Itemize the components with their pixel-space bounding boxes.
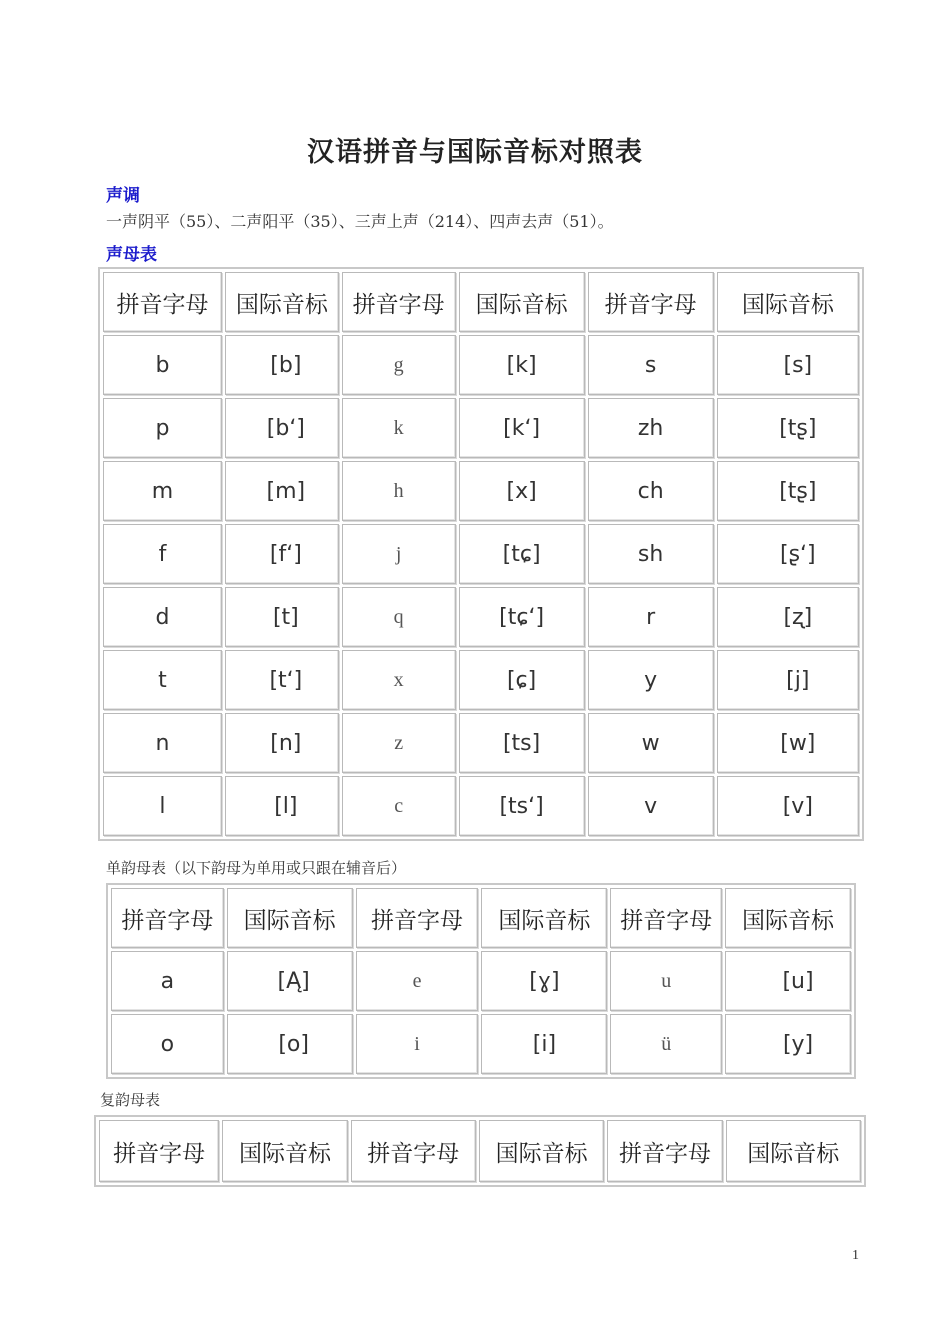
- initials-heading: 声母表: [106, 245, 157, 265]
- cell-text: j: [395, 542, 402, 565]
- table-row: [103, 587, 859, 647]
- column-header: 拼音字母: [351, 1120, 476, 1182]
- cell-text: x: [393, 668, 404, 691]
- table-row: [103, 776, 859, 836]
- ipa-cell: [481, 1014, 607, 1074]
- ipa-cell: [225, 398, 339, 458]
- pinyin-cell: [342, 398, 456, 458]
- column-header: 拼音字母: [610, 888, 722, 948]
- column-header: 国际音标: [479, 1120, 604, 1182]
- cell-text: [l]: [274, 793, 298, 819]
- cell-text: sh: [637, 541, 664, 567]
- ipa-cell: [725, 1014, 851, 1074]
- cell-text: ü: [661, 1032, 672, 1055]
- cell-text: zh: [637, 415, 664, 441]
- column-header: 拼音字母: [103, 272, 222, 332]
- pinyin-cell: [588, 713, 714, 773]
- ipa-cell: [225, 776, 339, 836]
- ipa-cell: [459, 524, 585, 584]
- cell-text: [kʻ]: [503, 415, 541, 441]
- ipa-cell: [225, 524, 339, 584]
- column-header: 国际音标: [481, 888, 607, 948]
- table-header-row: [103, 272, 859, 332]
- pinyin-cell: [588, 398, 714, 458]
- cell-text: [i]: [532, 1031, 557, 1057]
- cell-text: [n]: [270, 730, 302, 756]
- pinyin-cell: [103, 650, 222, 710]
- ipa-cell: [459, 587, 585, 647]
- ipa-cell: [227, 951, 353, 1011]
- ipa-cell: [459, 713, 585, 773]
- ipa-cell: [481, 951, 607, 1011]
- tones-description: 一声阴平（55）、二声阳平（35）、三声上声（214）、四声去声（51）。: [106, 212, 614, 231]
- table-row: [103, 524, 859, 584]
- pinyin-cell: [610, 1014, 722, 1074]
- cell-text: [ʂʻ]: [780, 541, 816, 567]
- cell-text: [w]: [780, 730, 816, 756]
- column-header: 拼音字母: [342, 272, 456, 332]
- pinyin-cell: [342, 650, 456, 710]
- cell-text: v: [644, 793, 658, 819]
- compound-finals-table: [94, 1115, 866, 1187]
- page-title: 汉语拼音与国际音标对照表: [307, 137, 643, 168]
- table-row: [103, 461, 859, 521]
- ipa-cell: [717, 524, 859, 584]
- ipa-cell: [459, 650, 585, 710]
- cell-text: e: [412, 969, 422, 992]
- column-header: 国际音标: [717, 272, 859, 332]
- simple-finals-heading: 单韵母表（以下韵母为单用或只跟在辅音后）: [106, 859, 407, 877]
- pinyin-cell: [588, 461, 714, 521]
- pinyin-cell: [588, 776, 714, 836]
- ipa-cell: [459, 776, 585, 836]
- ipa-cell: [717, 713, 859, 773]
- cell-text: [tʻ]: [269, 667, 303, 693]
- pinyin-cell: [111, 1014, 224, 1074]
- pinyin-cell: [610, 951, 722, 1011]
- cell-text: [tɕʻ]: [499, 604, 545, 630]
- cell-text: [u]: [782, 968, 814, 994]
- cell-text: [tʂ]: [779, 415, 817, 441]
- cell-text: g: [393, 353, 404, 376]
- cell-text: y: [644, 667, 658, 693]
- cell-text: [y]: [782, 1031, 814, 1057]
- cell-text: b: [155, 352, 170, 378]
- cell-text: [b]: [270, 352, 302, 378]
- column-header: 拼音字母: [111, 888, 224, 948]
- cell-text: m: [151, 478, 174, 504]
- pinyin-cell: [342, 335, 456, 395]
- cell-text: [tɕ]: [502, 541, 541, 567]
- pinyin-cell: [103, 335, 222, 395]
- cell-text: h: [393, 479, 404, 502]
- pinyin-cell: [588, 587, 714, 647]
- cell-text: q: [393, 605, 404, 628]
- pinyin-cell: [103, 776, 222, 836]
- ipa-cell: [225, 461, 339, 521]
- cell-text: z: [394, 731, 404, 754]
- column-header: 国际音标: [227, 888, 353, 948]
- table-row: [103, 650, 859, 710]
- ipa-cell: [459, 398, 585, 458]
- pinyin-cell: [103, 587, 222, 647]
- table-row: [103, 713, 859, 773]
- pinyin-cell: [356, 951, 479, 1011]
- cell-text: [bʻ]: [266, 415, 305, 441]
- compound-finals-heading: 复韵母表: [100, 1091, 161, 1109]
- pinyin-cell: [356, 1014, 479, 1074]
- pinyin-cell: [342, 524, 456, 584]
- cell-text: [tʂ]: [779, 478, 817, 504]
- pinyin-cell: [103, 713, 222, 773]
- cell-text: [tsʻ]: [499, 793, 544, 819]
- cell-text: [ɕ]: [506, 667, 537, 693]
- tones-heading: 声调: [106, 186, 140, 206]
- cell-text: p: [155, 415, 170, 441]
- ipa-cell: [717, 398, 859, 458]
- ipa-cell: [225, 335, 339, 395]
- column-header: 拼音字母: [588, 272, 714, 332]
- pinyin-cell: [111, 951, 224, 1011]
- cell-text: d: [155, 604, 170, 630]
- cell-text: ch: [637, 478, 664, 504]
- pinyin-cell: [342, 587, 456, 647]
- ipa-cell: [725, 951, 851, 1011]
- cell-text: [ts]: [502, 730, 541, 756]
- cell-text: u: [661, 969, 672, 992]
- column-header: 国际音标: [459, 272, 585, 332]
- ipa-cell: [225, 650, 339, 710]
- ipa-cell: [717, 587, 859, 647]
- table-row: [103, 398, 859, 458]
- cell-text: o: [160, 1031, 175, 1057]
- cell-text: [fʻ]: [269, 541, 302, 567]
- cell-text: [ɣ]: [529, 968, 560, 994]
- cell-text: s: [644, 352, 657, 378]
- table-row: [111, 951, 851, 1011]
- table-row: [111, 1014, 851, 1074]
- cell-text: c: [394, 794, 404, 817]
- column-header: 拼音字母: [99, 1120, 219, 1182]
- pinyin-cell: [588, 650, 714, 710]
- ipa-cell: [459, 461, 585, 521]
- ipa-cell: [227, 1014, 353, 1074]
- cell-text: [v]: [782, 793, 813, 819]
- pinyin-cell: [103, 398, 222, 458]
- column-header: 国际音标: [725, 888, 851, 948]
- column-header: 国际音标: [225, 272, 339, 332]
- ipa-cell: [717, 335, 859, 395]
- simple-finals-table: [106, 883, 856, 1079]
- cell-text: [Ą]: [277, 968, 310, 994]
- cell-text: t: [158, 667, 167, 693]
- ipa-cell: [717, 461, 859, 521]
- cell-text: [t]: [272, 604, 299, 630]
- pinyin-cell: [342, 713, 456, 773]
- cell-text: [x]: [506, 478, 537, 504]
- ipa-cell: [459, 335, 585, 395]
- pinyin-cell: [342, 776, 456, 836]
- ipa-cell: [225, 713, 339, 773]
- table-header-row: [111, 888, 851, 948]
- cell-text: a: [160, 968, 175, 994]
- cell-text: i: [414, 1032, 420, 1055]
- cell-text: [o]: [278, 1031, 309, 1057]
- pinyin-cell: [103, 461, 222, 521]
- cell-text: r: [646, 604, 656, 630]
- cell-text: [ʐ]: [783, 604, 813, 630]
- cell-text: n: [155, 730, 170, 756]
- column-header: 拼音字母: [607, 1120, 722, 1182]
- pinyin-cell: [342, 461, 456, 521]
- cell-text: l: [159, 793, 166, 819]
- pinyin-cell: [588, 335, 714, 395]
- table-row: [103, 335, 859, 395]
- cell-text: [m]: [266, 478, 306, 504]
- page-number: 1: [852, 1248, 859, 1263]
- ipa-cell: [717, 650, 859, 710]
- cell-text: k: [393, 416, 404, 439]
- column-header: 国际音标: [222, 1120, 347, 1182]
- column-header: 拼音字母: [356, 888, 479, 948]
- initials-table: [98, 267, 864, 841]
- pinyin-cell: [103, 524, 222, 584]
- pinyin-cell: [588, 524, 714, 584]
- cell-text: f: [158, 541, 167, 567]
- table-header-row: [99, 1120, 861, 1182]
- column-header: 国际音标: [726, 1120, 861, 1182]
- ipa-cell: [717, 776, 859, 836]
- cell-text: [s]: [783, 352, 813, 378]
- ipa-cell: [225, 587, 339, 647]
- cell-text: [k]: [506, 352, 537, 378]
- cell-text: w: [641, 730, 660, 756]
- cell-text: [j]: [786, 667, 810, 693]
